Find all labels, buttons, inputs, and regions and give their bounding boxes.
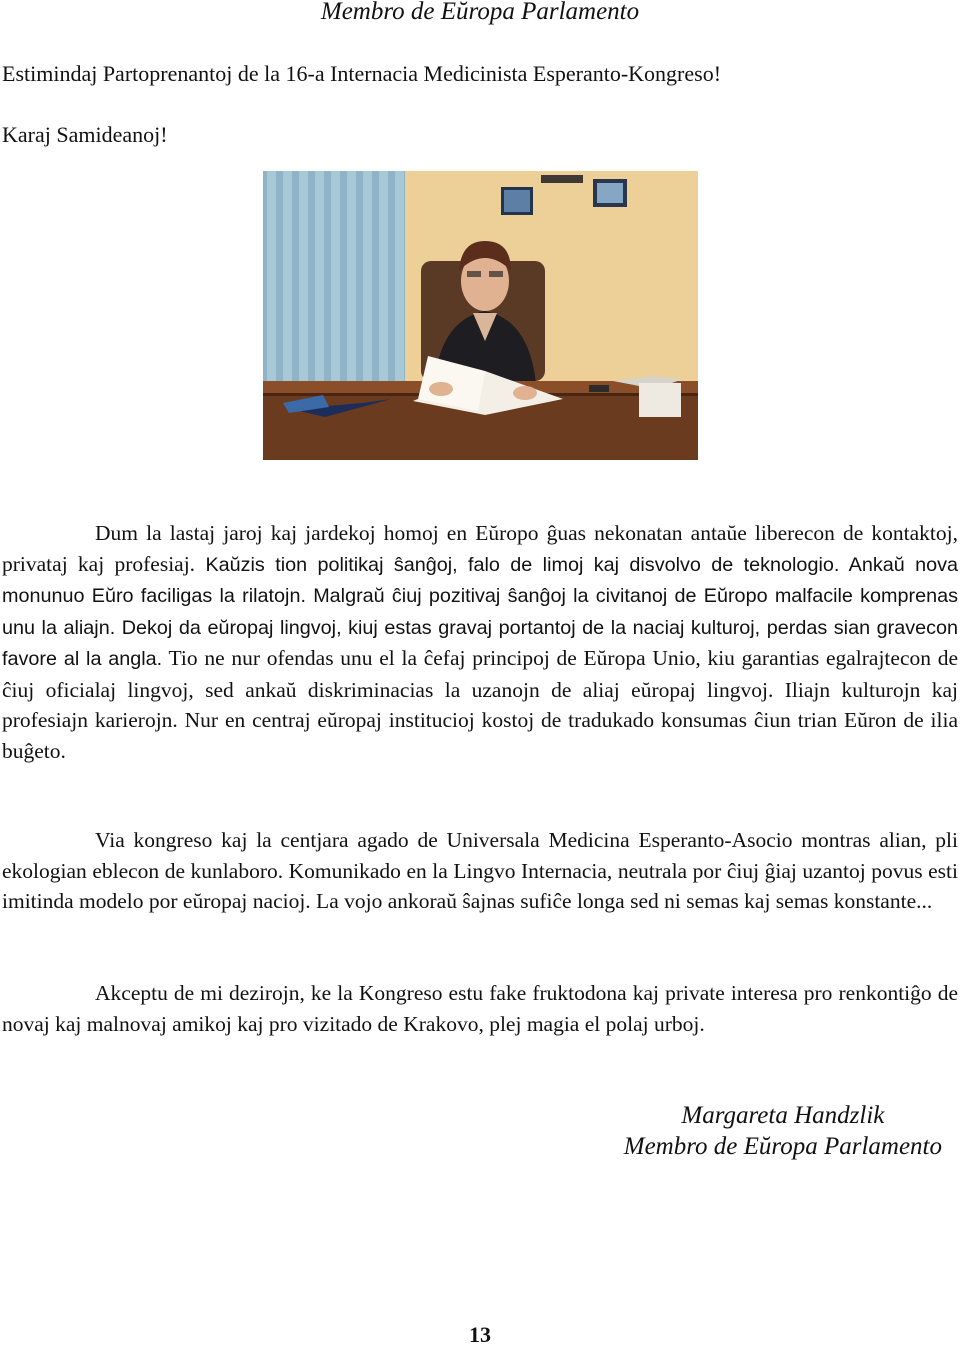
- paragraph-1-sans: Kaŭzis tion politikaj ŝanĝoj, falo de limoj kaj disvolvo de teknologio. Ankaŭ nova monunuo Eŭro faciligas la rilatojn. Malgraŭ ĉiuj pozitivaj ŝanĝoj la civitanoj de Eŭropo malfacile komprenas unu la aliajn. Dekoj da eŭropaj lingvoj, kiuj estas gravaj portantoj de la naciaj kulturoj, perdas sian gravecon favore al la angla.: [2, 553, 958, 670]
- paragraph-2: Via kongreso kaj la centjara agado de Universala Medicina Esperanto-Asocio montras alian, pli ekologian eblecon de kunlaboro. Komunikado en la Lingvo Internacia, neutrala por ĉiuj ĝiaj uzantoj povus esti imitinda modelo por eŭropaj nacioj. La vojo ankoraŭ ŝajnas sufiĉe longa sed ni semas kaj semas konstante...: [2, 828, 958, 913]
- page-number: 13: [469, 1322, 491, 1347]
- paragraph-1: [2, 518, 958, 766]
- signature-role: Membro de Eŭropa Parlamento: [623, 1133, 942, 1160]
- page-header-title: Membro de Eŭropa Parlamento: [320, 0, 640, 25]
- paragraph-1-serif: Dum la lastaj jaroj kaj jardekoj homoj en Eŭropo ĝuas nekonatan antaŭe liberecon de kontaktoj, privataj kaj profesiaj.: [2, 521, 958, 576]
- signature-name: Margareta Handzlik: [681, 1102, 885, 1129]
- portrait-photo: [263, 171, 698, 460]
- paragraph-1-tail: Tio ne nur ofendas unu el la ĉefaj principoj de Eŭropa Unio, kiu garantias egalrajtecon de ĉiuj oficialaj lingvoj, sed ankaŭ diskriminacias la uzanojn de aliaj eŭropaj lingvoj. Iliajn kulturojn kaj profesiajn karierojn. Nur en centraj eŭropaj institucioj kostoj de tradukado konsumas ĉiun trian Eŭron de ilia buĝeto.: [2, 646, 959, 763]
- paragraph-3: Akceptu de mi dezirojn, ke la Kongreso estu fake fruktodona kaj private interesa pro renkontiĝo de novaj kaj malnovaj amikoj kaj pro vizitado de Krakovo, plej magia el polaj urboj.: [2, 981, 958, 1036]
- salutation-line: Karaj Samideanoj!: [2, 122, 168, 147]
- greeting-line: Estimindaj Partoprenantoj de la 16-a Internacia Medicinista Esperanto-Kongreso!: [2, 61, 722, 86]
- signature-block: [624, 1100, 942, 1162]
